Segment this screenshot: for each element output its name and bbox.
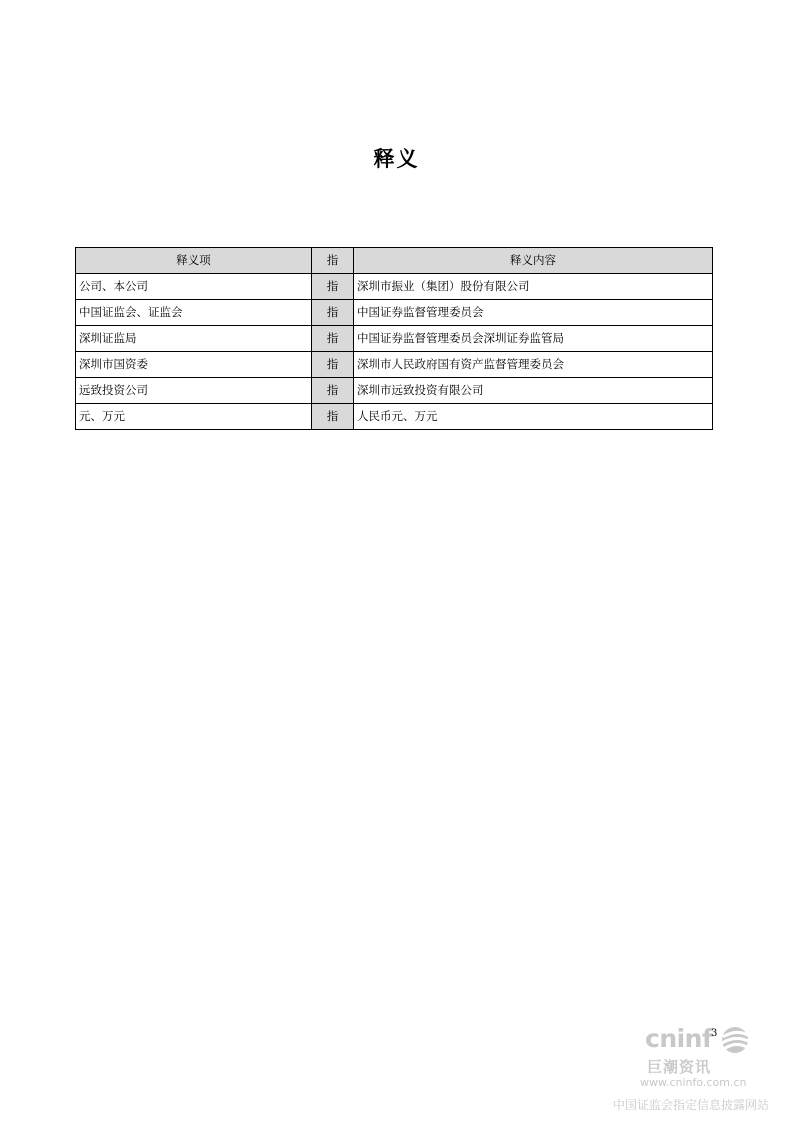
watermark-url: www.cninfo.com.cn: [640, 1076, 747, 1089]
term-cell: 深圳市国资委: [76, 352, 312, 378]
table-row: [76, 378, 713, 404]
watermark-tagline: 中国证监会指定信息披露网站: [613, 1098, 770, 1112]
table-row: [76, 404, 713, 430]
definition-cell: 人民币元、万元: [354, 404, 713, 430]
watermark-name: 巨潮资讯: [647, 1058, 712, 1076]
term-cell: 深圳证监局: [76, 326, 312, 352]
header-mid: 指: [312, 248, 354, 274]
definition-cell: 中国证券监督管理委员会深圳证券监管局: [354, 326, 713, 352]
mid-cell: 指: [312, 378, 354, 404]
table-row: [76, 274, 713, 300]
swirl-logo-icon: [718, 1025, 752, 1055]
definition-cell: 深圳市人民政府国有资产监督管理委员会: [354, 352, 713, 378]
page-title: 释义: [373, 146, 420, 171]
term-cell: 远致投资公司: [76, 378, 312, 404]
mid-cell: 指: [312, 404, 354, 430]
watermark-logo-text: cninf: [645, 1024, 713, 1053]
definition-cell: 中国证券监督管理委员会: [354, 300, 713, 326]
mid-cell: 指: [312, 326, 354, 352]
mid-cell: 指: [312, 300, 354, 326]
table-header-row: [76, 248, 713, 274]
table-row: [76, 326, 713, 352]
mid-cell: 指: [312, 274, 354, 300]
header-definition: 释义内容: [354, 248, 713, 274]
cninfo-watermark: [600, 1020, 793, 1122]
definition-cell: 深圳市振业（集团）股份有限公司: [354, 274, 713, 300]
table-row: [76, 352, 713, 378]
definitions-table: [75, 247, 713, 430]
header-term: 释义项: [76, 248, 312, 274]
term-cell: 中国证监会、证监会: [76, 300, 312, 326]
term-cell: 元、万元: [76, 404, 312, 430]
term-cell: 公司、本公司: [76, 274, 312, 300]
page-number: 3: [711, 1028, 718, 1039]
mid-cell: 指: [312, 352, 354, 378]
table-row: [76, 300, 713, 326]
definition-cell: 深圳市远致投资有限公司: [354, 378, 713, 404]
